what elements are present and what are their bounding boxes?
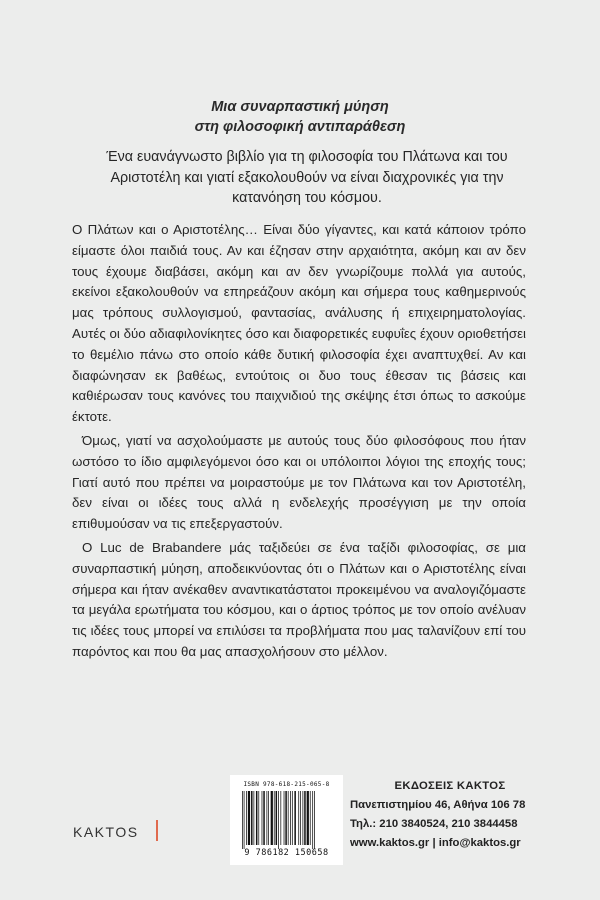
paragraph-2: Όμως, γιατί να ασχολούμαστε με αυτούς τους δύο φιλοσόφους που ήταν ωστόσο το ίδιο αμφιλεγόμενοι όσο και οι υπόλοιποι λόγιοι της εποχής τους; Γιατί αυτό που πρέπει να μοιραστούμε με τον Πλάτωνα και τον Αριστοτέλη, δεν είναι οι ιδέες τους αλλά η ενδελεχής προσέγγιση με την οποία επιθυμούσαν να τις επεξεργαστούν. bbox=[72, 432, 526, 532]
isbn-barcode bbox=[230, 775, 343, 865]
barcode-bar bbox=[284, 791, 285, 845]
description-body bbox=[72, 220, 526, 666]
publisher-web: www.kaktos.gr | info@kaktos.gr bbox=[350, 837, 521, 849]
barcode-bar bbox=[254, 791, 255, 845]
barcode-bar bbox=[280, 791, 281, 845]
barcode-bar bbox=[310, 791, 311, 845]
barcode-bar bbox=[292, 791, 293, 845]
isbn-label: ISBN 978-618-215-065-8 bbox=[243, 781, 330, 788]
barcode-bar bbox=[244, 791, 245, 849]
barcode-bar bbox=[304, 791, 306, 845]
heading-line-1: Μια συναρπαστική μύηση bbox=[211, 99, 389, 115]
heading-line-2: στη φιλοσοφική αντιπαράθεση bbox=[194, 119, 406, 135]
barcode-bars bbox=[242, 791, 331, 849]
barcode-bar bbox=[263, 791, 265, 845]
barcode-bar bbox=[242, 791, 243, 849]
barcode-bar bbox=[251, 791, 253, 845]
barcode-bar bbox=[288, 791, 289, 845]
barcode-bar bbox=[290, 791, 291, 845]
publisher-name: ΕΚΔΟΣΕΙΣ ΚΑΚΤΟΣ bbox=[394, 780, 506, 792]
barcode-bar bbox=[307, 791, 309, 845]
publisher-logo: KAKTOS bbox=[73, 824, 139, 840]
barcode-bar bbox=[285, 791, 287, 845]
barcode-bar bbox=[267, 791, 268, 845]
barcode-bar bbox=[246, 791, 247, 845]
paragraph-1: Ο Πλάτων και ο Αριστοτέλης… Είναι δύο γίγαντες, και κατά κάποιον τρόπο είμαστε όλοι παιδιά τους. Αν και έζησαν στην αρχαιότητα, ακόμη και αν δεν τους έχουμε διαβάσει, ακόμη και αν δεν γνωρίζουμε πολλά για αυτούς, εκείνοι εξακολουθούν να επηρεάζουν ακόμη και σήμερα τους καθημερινούς μας τρόπους συλλογισμού, φαντασίας, ανάλυσης ή επιχειρηματολογίας. Αυτές οι δύο αδιαφιλονίκητες όσο και διαφορετικές ευφυΐες έχουν οριοθετήσει το θεμέλιο πάνω στο οποίο κάθε δυτική φιλοσοφία έχει αναπτυχθεί. Αν και διαφώνησαν εκ βαθέως, εντούτοις οι δυο τους έθεσαν τις βάσεις και καθιέρωσαν τους κανόνες του παιχνιδιού της σκέψης έτσι όπως το ασκούμε έκτοτε. bbox=[72, 222, 526, 425]
barcode-bar bbox=[258, 791, 259, 845]
intro-blurb: Ένα ευανάγνωστο βιβλίο για τη φιλοσοφία του Πλάτωνα και του Αριστοτέλη και γιατί εξακολουθούν να είναι διαχρονικές για την κατανόηση του κόσμου. bbox=[106, 149, 508, 206]
barcode-bar bbox=[294, 791, 296, 845]
barcode-bar bbox=[268, 791, 269, 845]
barcode-bar bbox=[276, 791, 278, 845]
back-cover-heading bbox=[0, 97, 600, 137]
barcode-bar bbox=[248, 791, 250, 845]
logo-accent-bar bbox=[156, 820, 158, 841]
barcode-bar bbox=[300, 791, 301, 845]
barcode-bar bbox=[314, 791, 315, 849]
publisher-info bbox=[350, 777, 550, 853]
barcode-digits: 9 786182 150658 bbox=[244, 848, 329, 858]
barcode-bar bbox=[262, 791, 263, 845]
barcode-bar bbox=[271, 791, 273, 845]
barcode-bar bbox=[274, 791, 275, 845]
barcode-bar bbox=[312, 791, 313, 849]
barcode-bar bbox=[256, 791, 258, 845]
barcode-bar bbox=[303, 791, 304, 845]
publisher-phone: Τηλ.: 210 3840524, 210 3844458 bbox=[350, 818, 518, 830]
barcode-bar bbox=[278, 791, 279, 849]
paragraph-3: Ο Luc de Brabandere μάς ταξιδεύει σε ένα ταξίδι φιλοσοφίας, σε μια συναρπαστική μύηση, αποδεικνύοντας ότι ο Πλάτων και ο Αριστοτέλης είναι σήμερα και ήταν ανέκαθεν αναντικατάστατοι προκειμένου να αναλογιζόμαστε τα μεγάλα ερωτήματα του κόσμου, και ο άρτιος τρόπος με τον οποίο ανέλυαν τις ιδέες τους μπορεί να επιλύσει τα προβλήματα που μας ταλανίζουν επί του παρόντος και που θα μας απασχολήσουν στο μέλλον. bbox=[72, 539, 526, 659]
barcode-bar bbox=[298, 791, 299, 845]
publisher-address: Πανεπιστημίου 46, Αθήνα 106 78 bbox=[350, 799, 526, 811]
